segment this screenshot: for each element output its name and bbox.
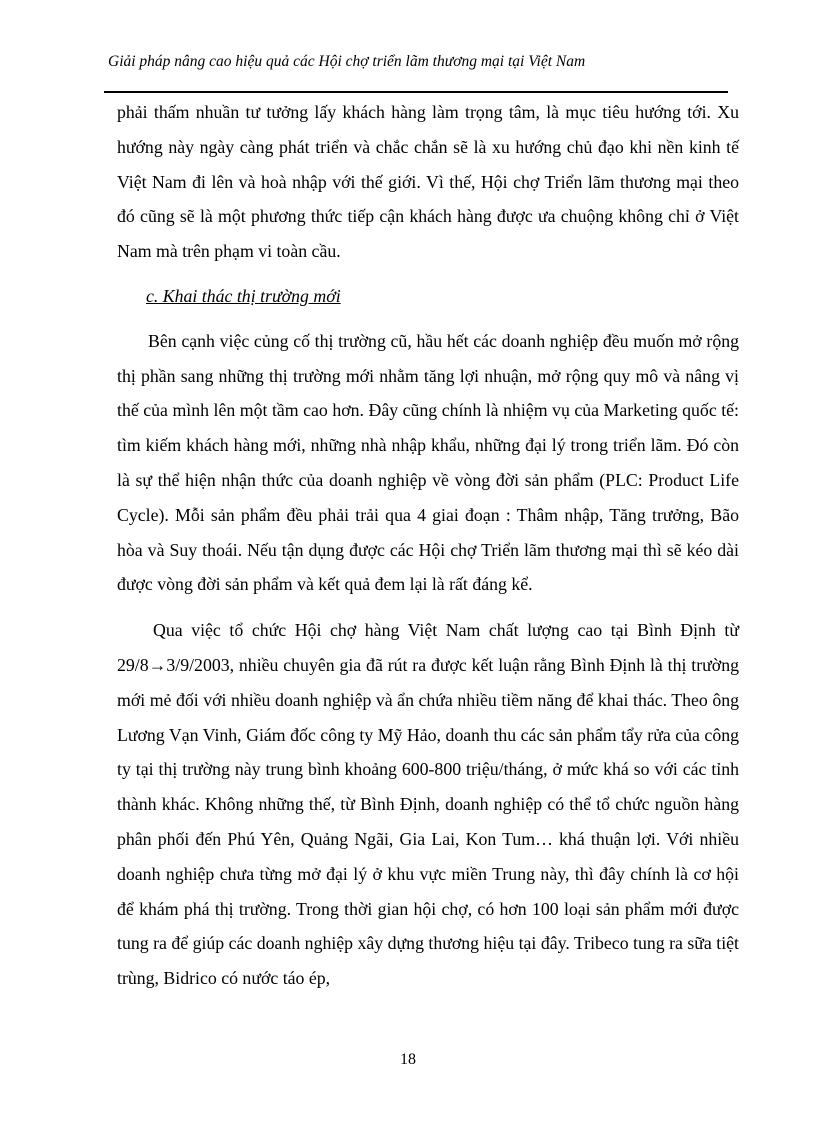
page-body	[117, 95, 739, 1007]
paragraph-new-markets: Bên cạnh việc củng cố thị trường cũ, hầu hết các doanh nghiệp đều muốn mở rộng thị phần sang những thị trường mới nhằm tăng lợi nhuận, mở rộng quy mô và nâng vị thế của mình lên một tầm cao hơn. Đây cũng chính là nhiệm vụ của Marketing quốc tế: tìm kiếm khách hàng mới, những nhà nhập khẩu, những đại lý trong triển lãm. Đó còn là sự thể hiện nhận thức của doanh nghiệp về vòng đời sản phẩm (PLC: Product Life Cycle). Mỗi sản phẩm đều phải trải qua 4 giai đoạn : Thâm nhập, Tăng trưởng, Bão hòa và Suy thoái. Nếu tận dụng được các Hội chợ Triển lãm thương mại thì sẽ kéo dài được vòng đời sản phẩm và kết quả đem lại là rất đáng kể.	[117, 330, 739, 595]
header-rule	[104, 91, 728, 93]
section-heading: c. Khai thác thị trường mới	[146, 285, 341, 306]
running-header: Giải pháp nâng cao hiệu quả các Hội chợ triển lãm thương mại tại Việt Nam	[108, 53, 586, 70]
paragraph-intro: phải thấm nhuần tư tưởng lấy khách hàng làm trọng tâm, là mục tiêu hướng tới. Xu hướng này ngày càng phát triển và chắc chắn sẽ là xu hướng chủ đạo khi nền kinh tế Việt Nam đi lên và hoà nhập với thế giới. Vì thế, Hội chợ Triển lãm thương mại theo đó cũng sẽ là một phương thức tiếp cận khách hàng được ưa chuộng không chỉ ở Việt Nam mà trên phạm vi toàn cầu.	[117, 102, 739, 262]
page-number: 18	[400, 1051, 416, 1068]
paragraph-binh-dinh-fair: Qua việc tổ chức Hội chợ hàng Việt Nam chất lượng cao tại Bình Định từ 29/8→3/9/2003, nhiều chuyên gia đã rút ra được kết luận rằng Bình Định là thị trường mới mẻ đối với nhiều doanh nghiệp và ẩn chứa nhiều tiềm năng để khai thác. Theo ông Lương Vạn Vinh, Giám đốc công ty Mỹ Hảo, doanh thu các sản phẩm tẩy rửa của công ty tại thị trường này trung bình khoảng 600-800 triệu/tháng, ở mức khá so với các tỉnh thành khác. Không những thế, từ Bình Định, doanh nghiệp có thể tổ chức nguồn hàng phân phối đến Phú Yên, Quảng Ngãi, Gia Lai, Kon Tum… khá thuận lợi. Với nhiều doanh nghiệp chưa từng mở đại lý ở khu vực miền Trung này, thì đây chính là cơ hội để khám phá thị trường. Trong thời gian hội chợ, có hơn 100 loại sản phẩm mới được tung ra để giúp các doanh nghiệp xây dựng thương hiệu tại đây. Tribeco tung ra sữa tiệt trùng, Bidrico có nước táo ép,	[117, 620, 739, 989]
